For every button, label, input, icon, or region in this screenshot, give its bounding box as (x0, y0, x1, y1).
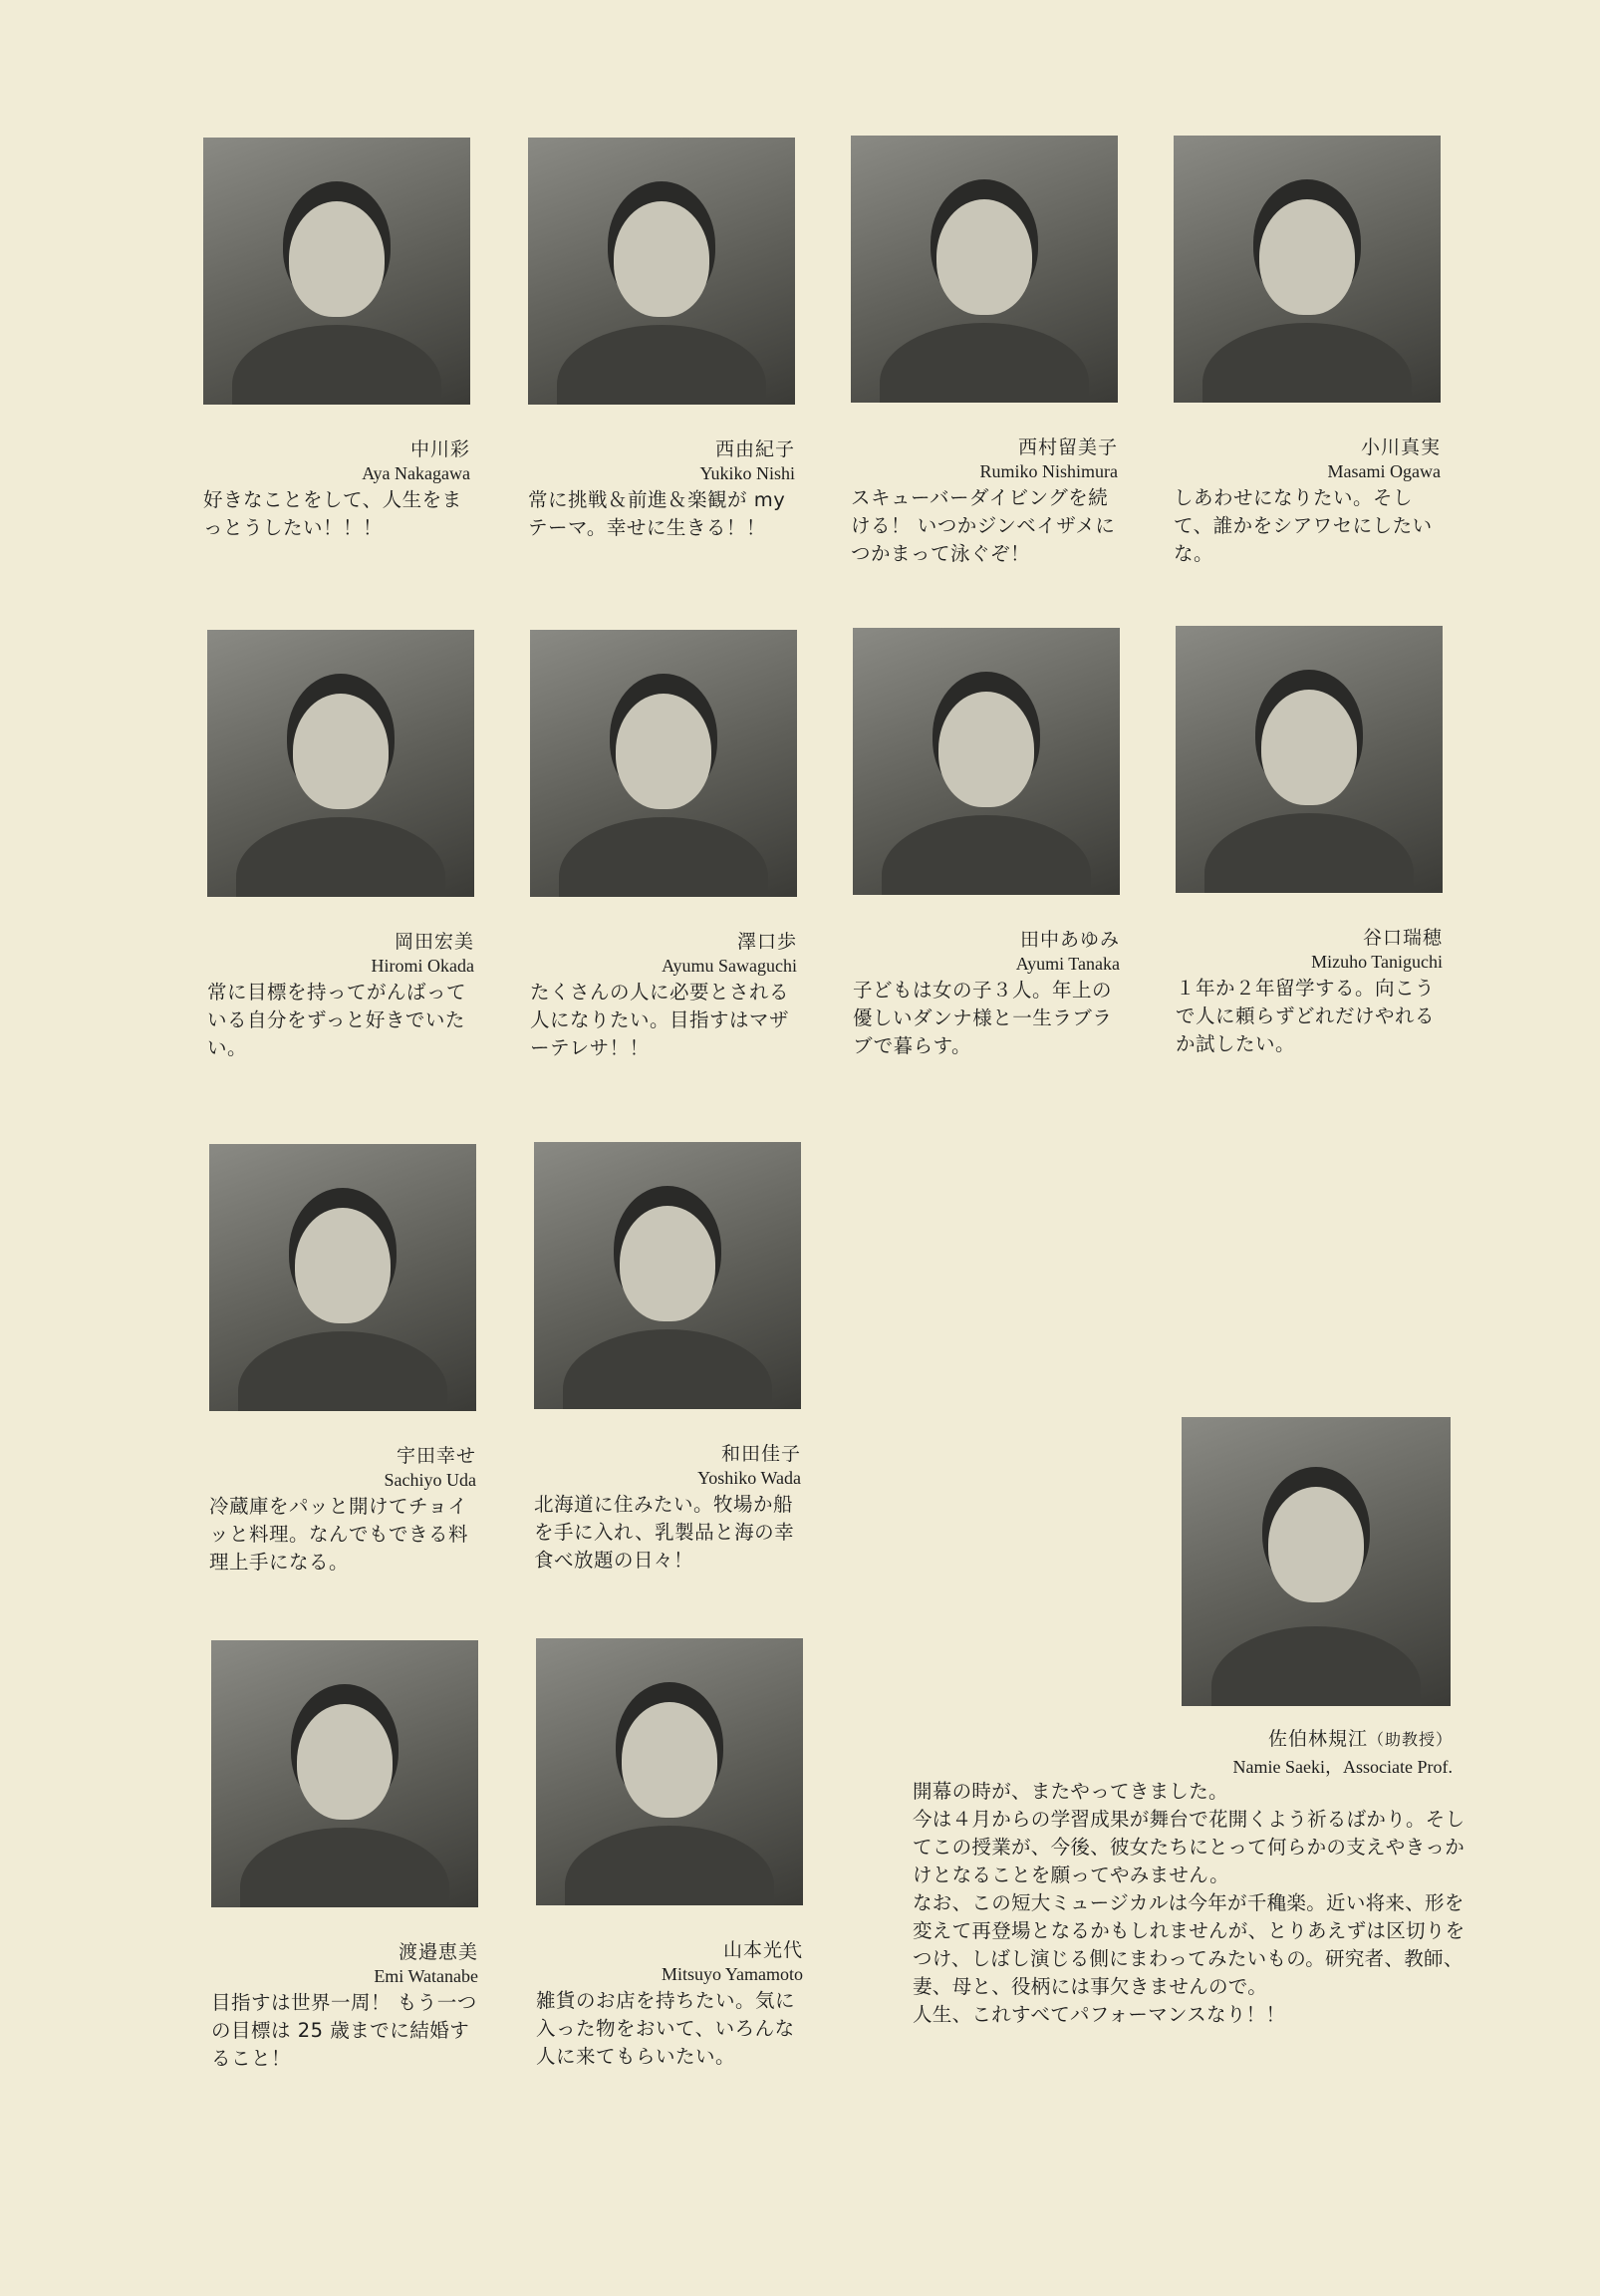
name-japanese: 岡田宏美 (394, 931, 474, 953)
profile-card (851, 136, 1130, 568)
portrait-photo (534, 1142, 801, 1409)
portrait-photo (203, 138, 470, 405)
name-romanized: Mizuho Taniguchi (1311, 952, 1443, 972)
portrait-photo (209, 1144, 476, 1411)
profile-message: スキューバーダイビングを続ける！ いつかジンベイザメにつかまって泳ぐぞ！ (851, 486, 1116, 565)
professor-message-line: 開幕の時が、またやってきました。 (913, 1780, 1228, 1803)
name-japanese: 宇田幸せ (396, 1445, 476, 1467)
profile-message: 常に挑戦＆前進＆楽観が my テーマ。幸せに生きる！！ (528, 488, 786, 539)
name-japanese: 西村留美子 (1017, 436, 1118, 458)
portrait-photo (528, 138, 795, 405)
profile-card (209, 1144, 488, 1577)
profile-message: 子どもは女の子３人。年上の優しいダンナ様と一生ラブラブで暮らす。 (853, 979, 1113, 1057)
name-romanized: Hiromi Okada (371, 956, 474, 976)
name-japanese: 渡邉恵美 (398, 1941, 478, 1963)
profile-card (211, 1640, 490, 2073)
profile-card (536, 1638, 815, 2071)
profile-message: １年か２年留学する。向こうで人に頼らずどれだけやれるか試したい。 (1176, 977, 1436, 1055)
name-romanized: Yoshiko Wada (697, 1468, 801, 1488)
name-japanese: 山本光代 (722, 1939, 803, 1961)
name-romanized: Masami Ogawa (1327, 461, 1441, 481)
name-japanese: 和田佳子 (720, 1443, 801, 1465)
name-japanese: 中川彩 (409, 438, 470, 460)
profile-message: 目指すは世界一周！ もう一つの目標は 25 歳までに結婚すること！ (211, 1991, 477, 2070)
professor-title: （助教授） (1367, 1730, 1453, 1749)
profile-card (530, 630, 809, 1062)
professor-message-line: 今は４月からの学習成果が舞台で花開くよう祈るばかり。そしてこの授業が、今後、彼女たちにとって何らかの支えやきっかけとなることを願ってやみません。 (913, 1808, 1466, 1886)
portrait-photo (530, 630, 797, 897)
professor-name: 佐伯林規江 (1267, 1728, 1368, 1750)
portrait-photo (1176, 626, 1443, 893)
professor-photo (1182, 1417, 1451, 1706)
profile-card (853, 628, 1132, 1060)
professor-message (913, 1778, 1470, 2029)
professor-name-japanese (905, 1724, 1453, 1751)
name-romanized: Sachiyo Uda (384, 1470, 476, 1490)
profile-message: 北海道に住みたい。牧場か船を手に入れ、乳製品と海の幸食べ放題の日々！ (534, 1493, 795, 1572)
profile-message: 雑貨のお店を持ちたい。気に入った物をおいて、いろんな人に来てもらいたい。 (536, 1989, 796, 2068)
profile-message: たくさんの人に必要とされる人になりたい。目指すはマザーテレサ！！ (530, 981, 790, 1059)
profile-message: 好きなことをして、人生をまっとうしたい！！！ (203, 488, 462, 539)
professor-name-romanized: Namie Saeki，Associate Prof. (1232, 1757, 1453, 1777)
portrait-photo (851, 136, 1118, 403)
portrait-photo (536, 1638, 803, 1905)
name-romanized: Emi Watanabe (374, 1966, 478, 1986)
profile-card (203, 138, 482, 542)
name-japanese: 西由紀子 (714, 438, 795, 460)
name-romanized: Mitsuyo Yamamoto (661, 1964, 803, 1984)
portrait-photo (853, 628, 1120, 895)
name-japanese: 谷口瑞穂 (1362, 927, 1443, 949)
professor-message-line: 人生、これすべてパフォーマンスなり！！ (913, 2003, 1286, 2026)
name-romanized: Aya Nakagawa (362, 463, 470, 483)
name-romanized: Rumiko Nishimura (979, 461, 1118, 481)
name-romanized: Yukiko Nishi (699, 463, 795, 483)
profile-card (534, 1142, 813, 1575)
profile-card (528, 138, 807, 542)
name-japanese: 澤口歩 (736, 931, 797, 953)
profile-card (1176, 626, 1455, 1058)
profile-message: しあわせになりたい。そして、誰かをシアワセにしたいな。 (1174, 486, 1433, 565)
name-japanese: 小川真実 (1360, 436, 1441, 458)
name-romanized: Ayumu Sawaguchi (662, 956, 797, 976)
professor-card (905, 1417, 1453, 1779)
name-romanized: Ayumi Tanaka (1015, 954, 1120, 974)
name-japanese: 田中あゆみ (1019, 929, 1120, 951)
profile-message: 冷蔵庫をパッと開けてチョイッと料理。なんでもできる料理上手になる。 (209, 1495, 469, 1574)
professor-message-line: なお、この短大ミュージカルは今年が千穐楽。近い将来、形を変えて再登場となるかもしれませんが、とりあえずは区切りをつけ、しばし演じる側にまわってみたいもの。研究者、教師、妻、母と、役柄には事欠きませんので。 (913, 1891, 1466, 1998)
profile-card (207, 630, 486, 1062)
profile-card (1174, 136, 1453, 568)
profile-message: 常に目標を持ってがんばっている自分をずっと好きでいたい。 (207, 981, 467, 1059)
portrait-photo (207, 630, 474, 897)
portrait-photo (211, 1640, 478, 1907)
portrait-photo (1174, 136, 1441, 403)
